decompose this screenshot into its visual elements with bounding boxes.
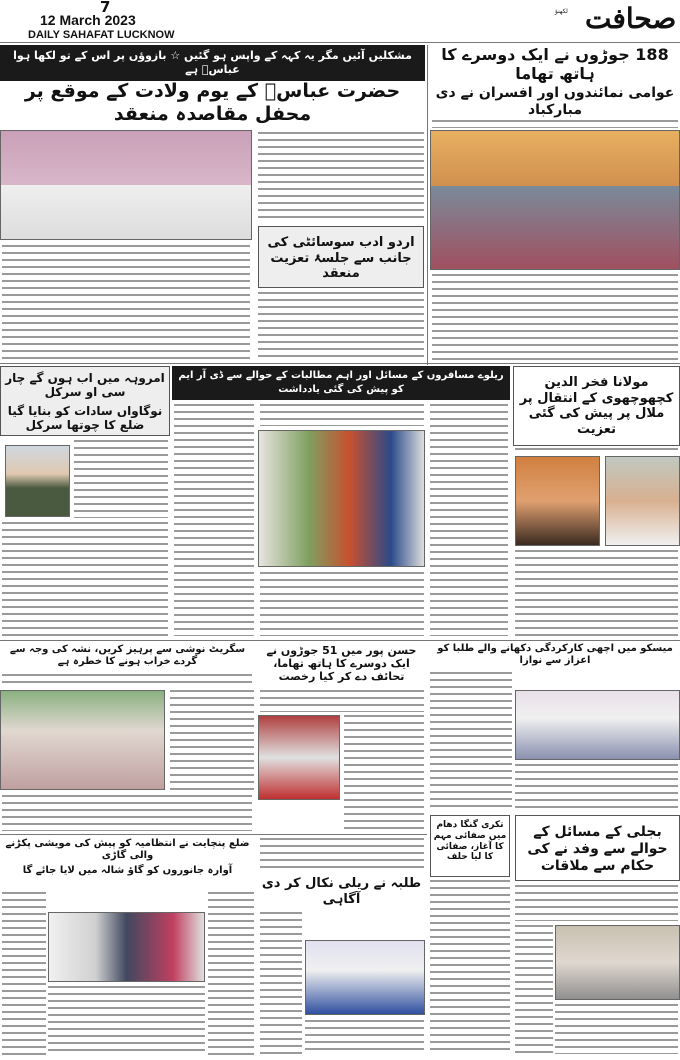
headline-panchayat-line1: ضلع پنچایت نے انتظامیہ کو پیش کی مویشی پکڑنے والی گاڑی <box>5 838 250 861</box>
divider <box>0 834 427 835</box>
photo-abbas-event <box>0 130 252 240</box>
photo-mass-wedding <box>430 130 680 270</box>
headline-railway: ریلوے مسافروں کے مسائل اور اہم مطالبات کے حوالے سے ڈی آر ایم کو پیش کی گئی یادداشت <box>172 366 510 400</box>
article-text <box>515 764 678 808</box>
article-text <box>2 522 168 637</box>
article-text <box>258 292 424 360</box>
article-text <box>515 448 678 454</box>
article-text <box>260 912 302 1054</box>
article-text <box>555 1004 678 1054</box>
headline-couples-188-line1: 188 جوڑوں نے ایک دوسرے کا ہاتھ تھاما <box>441 45 669 84</box>
article-text <box>74 440 168 518</box>
headline-couples-188-line2: عوامی نمائندوں اور افسران نے دی مبارکباد <box>435 85 675 119</box>
photo-cattle-vehicle <box>48 912 205 982</box>
article-text <box>344 715 424 833</box>
photo-railway-memorandum <box>258 430 425 567</box>
divider <box>0 640 680 641</box>
headline-line1: امروہہ میں اب ہوں گے چار سی او سرکل <box>5 371 165 400</box>
article-text <box>260 690 424 712</box>
article-text <box>260 572 424 636</box>
article-text <box>430 404 508 636</box>
page-number: 7 <box>100 0 111 16</box>
headline-maulana: مولانا فخر الدین کچھوچھوی کے انتقال پر ملال پر پیش کی گئی تعزیت <box>513 366 680 446</box>
article-text <box>432 274 678 360</box>
couplet-banner: مشکلیں آئیں مگر یہ کہہ کے واپس ہو گئیں ☆ بازوؤں پر اس کے تو لکھا ہوا عباسؑ ہے <box>0 45 425 81</box>
headline-urdu-adab: اردو ادب سوسائٹی کی جانب سے جلسۂ تعزیت منعقد <box>258 226 424 288</box>
article-text <box>48 986 205 1055</box>
article-text <box>515 885 678 921</box>
article-text <box>258 132 424 222</box>
photo-police-officer <box>5 445 70 517</box>
divider <box>427 45 428 365</box>
newspaper-logo: صحافت <box>585 2 677 35</box>
divider <box>0 363 680 364</box>
headline-panchayat <box>0 838 255 877</box>
article-text <box>430 880 510 1055</box>
masthead-divider <box>0 42 680 43</box>
article-text <box>260 838 424 872</box>
article-text <box>2 245 250 360</box>
headline-abbas: حضرت عباسؑ کے یوم ولادت کے موقع پر محفل مقاصدہ منعقد <box>24 80 401 125</box>
headline-panchayat-line2: آوارہ جانوروں کو گاؤ شالہ میں لایا جائے گا <box>22 865 233 876</box>
headline-couples-188 <box>430 45 680 119</box>
article-text <box>208 892 254 1055</box>
photo-smoking-event <box>0 690 165 790</box>
photo-bijli-meeting <box>555 925 680 1000</box>
photo-hasanpur-wedding <box>258 715 340 800</box>
article-text <box>430 672 512 808</box>
article-text <box>260 404 424 426</box>
logo-subtitle: لکھنؤ <box>555 8 568 15</box>
article-text <box>2 795 252 831</box>
issue-date: 12 March 2023 <box>40 12 136 28</box>
headline-misco: میسکو میں اچھی کارکردگی دکھانے والے طلبا کو اعزاز سے نوازا <box>437 643 673 666</box>
headline-amroha-circle <box>0 366 170 436</box>
headline-smoking: سگریٹ نوشی سے پرہیز کریں، نشہ کی وجہ سے گردے خراب ہونے کا خطرہ ہے <box>9 644 246 667</box>
article-text <box>2 674 252 686</box>
headline-safai: تکری گنگا دھام میں صفائی مہم کا آغاز، صفائی کا لیا حلف <box>430 815 510 877</box>
article-text <box>515 925 553 1055</box>
photo-student-rally <box>305 940 425 1015</box>
headline-rally: طلبہ نے ریلی نکال کر دی آگاہی <box>261 876 422 907</box>
photo-person <box>605 456 680 546</box>
paper-name: DAILY SAHAFAT LUCKNOW <box>28 29 175 41</box>
article-text <box>174 404 254 636</box>
headline-hasanpur: حسن پور میں 51 جوڑوں نے ایک دوسرے کا ہاتھ تھاما، تحائف دے کر کیا رخصت <box>266 644 417 684</box>
headline-line2: نوگاواں سادات کو بنایا گیا ضلع کا چوتھا سرکل <box>7 403 163 433</box>
article-text <box>2 892 46 1055</box>
photo-maulana <box>515 456 600 546</box>
photo-misco-students <box>515 690 680 760</box>
article-text <box>170 690 254 790</box>
article-text <box>305 1020 424 1054</box>
article-text <box>432 120 678 128</box>
headline-bijli: بجلی کے مسائل کے حوالے سے وفد نے کی حکام سے ملاقات <box>515 815 680 881</box>
article-text <box>515 550 678 636</box>
